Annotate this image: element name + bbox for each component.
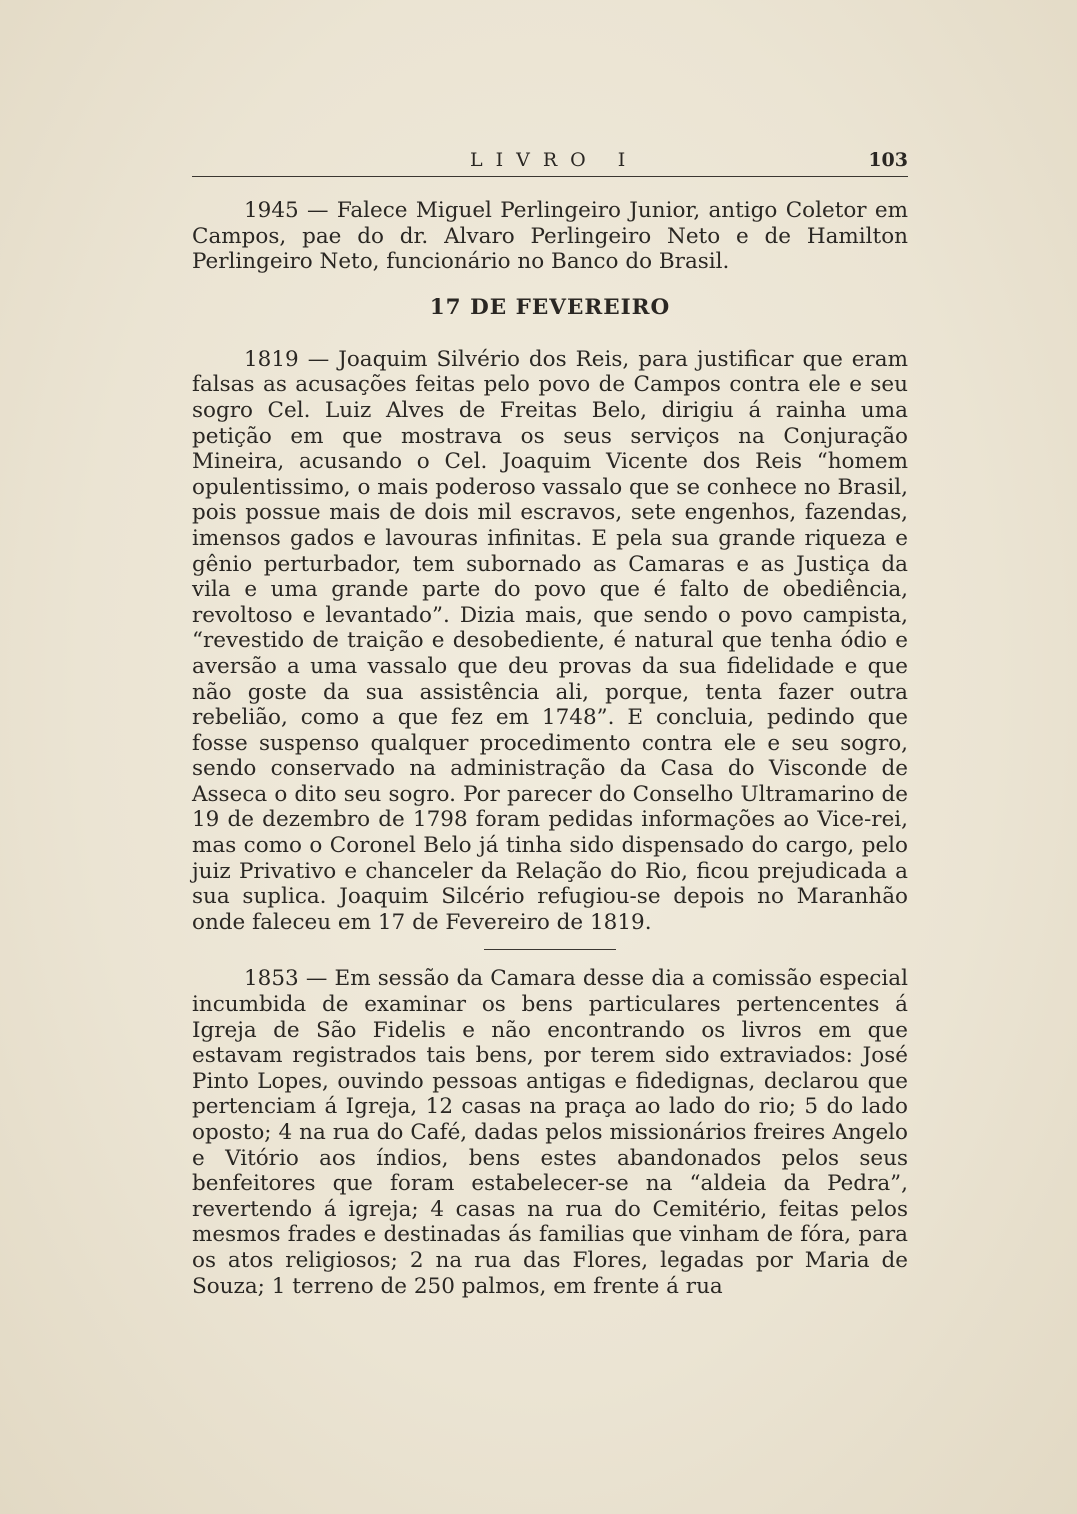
entry-1853: 1853 — Em sessão da Camara desse dia a comissão especial incumbida de examinar os bens particulares pertencentes á Igreja de São Fidelis e não encontrando os livros em que estavam registrados tais bens, por terem sido extraviados: José Pinto Lopes, ouvindo pessoas antigas e fidedignas, declarou que pertenciam á Igreja, 12 casas na praça ao lado do rio; 5 do lado oposto; 4 na rua do Café, dadas pelos missionários freires Angelo e Vitório aos índios, bens estes abandonados pelos seus benfeitores que foram estabelecer-se na “aldeia da Pedra”, revertendo á igreja; 4 casas na rua do Cemitério, feitas pelos mesmos frades e destinadas ás familias que vinham de fóra, para os atos religiosos; 2 na rua das Flores, legadas por Maria de Souza; 1 terreno de 250 palmos, em frente á rua	[192, 966, 908, 1299]
section-divider	[484, 949, 616, 950]
date-heading: 17 DE FEVEREIRO	[429, 294, 671, 320]
entry-1945: 1945 — Falece Miguel Perlingeiro Junior, antigo Coletor em Campos, pae do dr. Alvaro Perlingeiro Neto e de Hamilton Perlingeiro Neto, funcionário no Banco do Brasil.	[192, 198, 908, 275]
running-title: LIVRO I	[470, 149, 639, 171]
page-body	[192, 198, 908, 1299]
entry-1819: 1819 — Joaquim Silvério dos Reis, para justificar que eram falsas as acusações feitas pelo povo de Campos contra ele e seu sogro Cel. Luiz Alves de Freitas Belo, dirigiu á rainha uma petição em que mostrava os seus serviços na Conjuração Mineira, acusando o Cel. Joaquim Vicente dos Reis “homem opulentissimo, o mais poderoso vassalo que se conhece no Brasil, pois possue mais de dois mil escravos, sete engenhos, fazendas, imensos gados e lavouras infinitas. E pela sua grande riqueza e gênio perturbador, tem subornado as Camaras e as Justiça da vila e uma grande parte do povo que é falto de obediência, revoltoso e levantado”. Dizia mais, que sendo o povo campista, “revestido de traição e desobediente, é natural que tenha ódio e aversão a uma vassalo que deu provas da sua fidelidade e que não goste da sua assistência ali, porque, tenta fazer outra rebelião, como a que fez em 1748”. E concluia, pedindo que fosse suspenso qualquer procedimento contra ele e seu sogro, sendo conservado na administração da Casa do Visconde de Asseca o dito seu sogro. Por parecer do Conselho Ultramarino de 19 de dezembro de 1798 foram pedidas informações ao Vice-rei, mas como o Coronel Belo já tinha sido dispensado do cargo, pelo juiz Privativo e chanceler da Relação do Rio, ficou prejudicada a sua suplica. Joaquim Silcério refugiou-se depois no Maranhão onde faleceu em 17 de Fevereiro de 1819.	[192, 346, 908, 935]
page-number: 103	[868, 149, 908, 171]
running-head	[192, 148, 908, 177]
